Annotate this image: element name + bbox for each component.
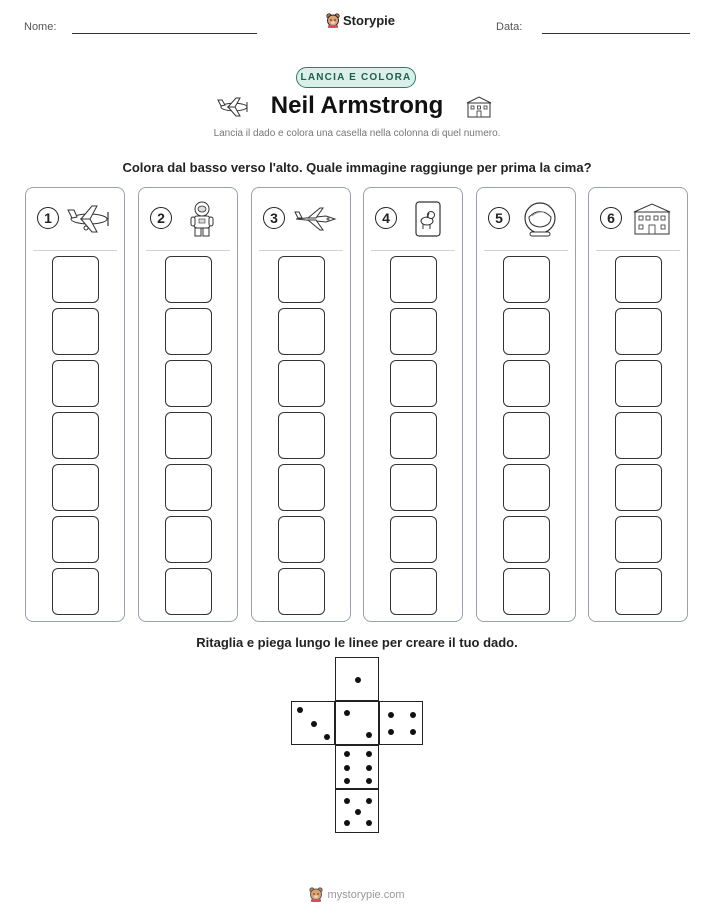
die-pip — [355, 809, 361, 815]
die-face — [291, 701, 335, 745]
die-pip — [355, 677, 361, 683]
color-cell[interactable] — [503, 464, 550, 511]
page-title: Neil Armstrong — [270, 92, 444, 119]
date-line[interactable] — [542, 33, 690, 34]
color-cell[interactable] — [615, 464, 662, 511]
footer — [0, 887, 714, 902]
die-pip — [344, 798, 350, 804]
column-number: 1 — [37, 207, 59, 229]
column-divider — [259, 250, 343, 251]
column-3 — [251, 187, 351, 622]
storypie-logo — [326, 13, 395, 28]
color-cell[interactable] — [503, 360, 550, 407]
color-cell[interactable] — [165, 568, 212, 615]
column-divider — [371, 250, 455, 251]
dog-card-icon — [404, 200, 450, 238]
color-cell[interactable] — [390, 568, 437, 615]
color-cell[interactable] — [165, 256, 212, 303]
color-cell[interactable] — [278, 360, 325, 407]
die-pip — [344, 710, 350, 716]
color-cell[interactable] — [503, 568, 550, 615]
footer-url: mystorypie.com — [327, 888, 405, 901]
subtitle: Lancia il dado e colora una casella nella colonna di quel numero. — [213, 128, 501, 139]
die-pip — [344, 751, 350, 757]
die-pip — [324, 734, 330, 740]
color-cell[interactable] — [165, 464, 212, 511]
color-cell[interactable] — [52, 516, 99, 563]
color-cell[interactable] — [52, 308, 99, 355]
color-cell[interactable] — [278, 412, 325, 459]
die-pip — [366, 765, 372, 771]
school-building-icon — [629, 200, 675, 238]
color-cell[interactable] — [52, 360, 99, 407]
die-face — [335, 745, 379, 789]
name-line[interactable] — [72, 33, 257, 34]
die-pip — [410, 729, 416, 735]
color-cell[interactable] — [615, 256, 662, 303]
die-pip — [344, 765, 350, 771]
school-building-icon — [465, 95, 493, 119]
color-cell[interactable] — [503, 308, 550, 355]
question: Colora dal basso verso l'alto. Quale immagine raggiunge per prima la cima? — [122, 160, 592, 175]
jet-plane-icon — [292, 200, 338, 238]
color-cell[interactable] — [503, 412, 550, 459]
column-1 — [25, 187, 125, 622]
die-pip — [388, 712, 394, 718]
column-divider — [146, 250, 230, 251]
color-cell[interactable] — [390, 308, 437, 355]
die-face — [335, 701, 379, 745]
color-cell[interactable] — [390, 412, 437, 459]
color-cell[interactable] — [165, 516, 212, 563]
die-pip — [311, 721, 317, 727]
color-cell[interactable] — [615, 516, 662, 563]
column-divider — [596, 250, 680, 251]
column-divider — [484, 250, 568, 251]
die-face — [335, 789, 379, 833]
color-cell[interactable] — [390, 516, 437, 563]
color-cell[interactable] — [390, 256, 437, 303]
activity-badge: LANCIA E COLORA — [296, 67, 416, 88]
space-helmet-icon — [517, 200, 563, 238]
die-pip — [344, 820, 350, 826]
die-pip — [366, 751, 372, 757]
die-pip — [366, 778, 372, 784]
die-pip — [366, 732, 372, 738]
color-cell[interactable] — [278, 256, 325, 303]
die-pip — [344, 778, 350, 784]
color-cell[interactable] — [52, 412, 99, 459]
column-number: 2 — [150, 207, 172, 229]
date-label: Data: — [496, 21, 523, 33]
name-label: Nome: — [24, 21, 57, 33]
cut-instruction: Ritaglia e piega lungo le linee per creare il tuo dado. — [196, 635, 518, 650]
color-cell[interactable] — [278, 308, 325, 355]
color-cell[interactable] — [615, 412, 662, 459]
color-cell[interactable] — [165, 412, 212, 459]
astronaut-icon — [179, 200, 225, 238]
column-number: 6 — [600, 207, 622, 229]
bear-icon — [309, 887, 323, 902]
color-cell[interactable] — [503, 256, 550, 303]
color-cell[interactable] — [278, 568, 325, 615]
color-cell[interactable] — [165, 308, 212, 355]
column-6 — [588, 187, 688, 622]
color-cell[interactable] — [615, 360, 662, 407]
column-5 — [476, 187, 576, 622]
column-2 — [138, 187, 238, 622]
color-cell[interactable] — [52, 568, 99, 615]
bear-icon — [326, 13, 340, 28]
column-number: 3 — [263, 207, 285, 229]
brand-name: Storypie — [343, 13, 396, 28]
color-cell[interactable] — [503, 516, 550, 563]
column-number: 4 — [375, 207, 397, 229]
column-divider — [33, 250, 117, 251]
color-cell[interactable] — [390, 464, 437, 511]
die-pip — [366, 820, 372, 826]
color-cell[interactable] — [615, 308, 662, 355]
color-cell[interactable] — [390, 360, 437, 407]
die-pip — [366, 798, 372, 804]
die-pip — [297, 707, 303, 713]
die-face — [335, 657, 379, 701]
color-cell[interactable] — [278, 464, 325, 511]
color-cell[interactable] — [52, 256, 99, 303]
column-4 — [363, 187, 463, 622]
die-pip — [388, 729, 394, 735]
color-cell[interactable] — [278, 516, 325, 563]
color-cell[interactable] — [165, 360, 212, 407]
airplane-icon — [66, 200, 112, 238]
color-cell[interactable] — [52, 464, 99, 511]
die-face — [379, 701, 423, 745]
color-cell[interactable] — [615, 568, 662, 615]
die-pip — [410, 712, 416, 718]
column-number: 5 — [488, 207, 510, 229]
